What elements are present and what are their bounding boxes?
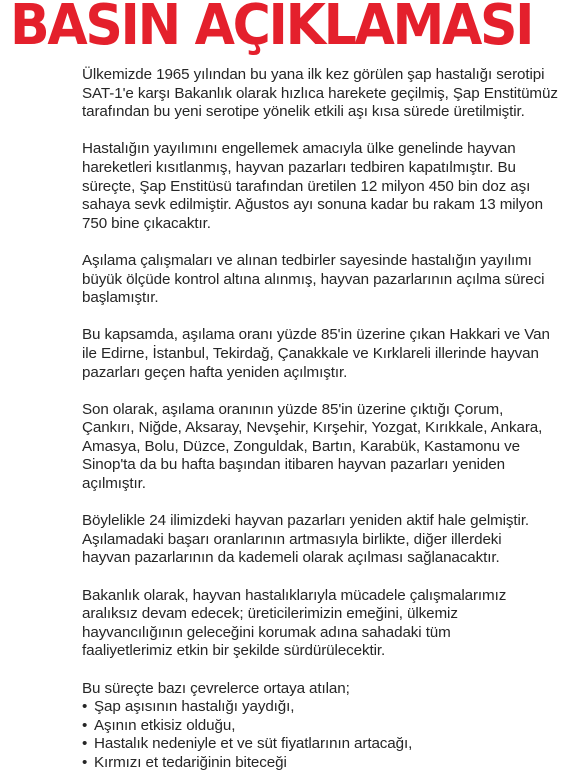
paragraph-list (82, 66, 558, 661)
paragraph-line: Böylelikle 24 ilimizdeki hayvan pazarları yeniden aktif hale gelmiştir. (82, 512, 530, 530)
paragraph-line: başlamıştır. (82, 289, 159, 307)
body-paragraph (82, 140, 552, 233)
closing-section (82, 680, 552, 773)
bullet-icon: • (82, 753, 88, 771)
paragraph-line: hayvancılığının geleceğini korumak adına sahadaki tüm (82, 623, 451, 641)
paragraph-line: sahaya sevk edilmiştir. Ağustos ayı sonuna kadar bu rakam 13 milyon (82, 196, 543, 214)
bullet-icon: • (82, 735, 88, 753)
body-paragraph (82, 587, 552, 661)
page-title: BASIN AÇIKLAMASI (10, 0, 533, 58)
paragraph-line: Amasya, Bolu, Düzce, Zonguldak, Bartın, Karabük, Kastamonu ve (82, 437, 520, 455)
paragraph-line: Bakanlık olarak, hayvan hastalıklarıyla mücadele çalışmalarımız (82, 586, 507, 604)
claim-text: Kırmızı et tedariğinin biteceği (94, 753, 287, 771)
header (0, 0, 567, 58)
claim-bullet-item (82, 698, 552, 717)
claim-bullet-item (82, 754, 552, 773)
body-paragraph (82, 401, 552, 494)
paragraph-line: hayvan pazarlarının da kademeli olarak açılması sağlanacaktır. (82, 549, 500, 567)
paragraph-line: Aşılamadaki başarı oranlarının artmasıyla birlikte, diğer illerdeki (82, 530, 502, 548)
claim-text: Hastalık nedeniyle et ve süt fiyatlarının artacağı, (94, 735, 413, 753)
paragraph-line: 750 bine çıkacaktır. (82, 214, 211, 232)
claims-bullet-list (82, 698, 552, 772)
paragraph-line: faaliyetlerimiz etkin bir şekilde sürdürülecektir. (82, 642, 386, 660)
paragraph-line: Son olarak, aşılama oranının yüzde 85'in üzerine çıktığı Çorum, (82, 400, 504, 418)
body-paragraph (82, 326, 552, 382)
body-paragraph (82, 66, 558, 122)
paragraph-line: pazarları geçen hafta yeniden açılmıştır. (82, 363, 348, 381)
paragraph-line: Ülkemizde 1965 yılından bu yana ilk kez görülen şap hastalığı serotipi (82, 66, 545, 83)
paragraph-line: Bu kapsamda, aşılama oranı yüzde 85'in üzerine çıkan Hakkari ve Van (82, 326, 550, 344)
paragraph-line: tarafından bu yeni serotipe yönelik etkili aşı kısa sürede üretilmiştir. (82, 103, 525, 121)
press-release-body (82, 66, 558, 773)
bullet-icon: • (82, 698, 88, 716)
paragraph-line: Aşılama çalışmaları ve alınan tedbirler sayesinde hastalığın yayılımı (82, 251, 532, 269)
closing-intro: Bu süreçte bazı çevrelerce ortaya atılan; (82, 679, 350, 697)
paragraph-line: Sinop'ta da bu hafta başından itibaren hayvan pazarları yeniden (82, 456, 505, 474)
paragraph-line: SAT-1'e karşı Bakanlık olarak hızlıca harekete geçilmiş, Şap Enstitümüz (82, 84, 558, 102)
paragraph-line: büyük ölçüde kontrol altına alınmış, hayvan pazarlarının açılma süreci (82, 270, 545, 288)
paragraph-line: ile Edirne, İstanbul, Tekirdağ, Çanakkale ve Kırklareli illerinde hayvan (82, 344, 539, 362)
paragraph-line: aralıksız devam edecek; üreticilerimizin emeğini, ülkemiz (82, 605, 458, 623)
paragraph-line: hareketleri kısıtlanmış, hayvan pazarları tedbiren kapatılmıştır. Bu (82, 158, 516, 176)
paragraph-line: Hastalığın yayılımını engellemek amacıyla ülke genelinde hayvan (82, 140, 516, 158)
claim-bullet-item (82, 735, 552, 754)
claim-text: Aşının etkisiz olduğu, (94, 716, 236, 734)
paragraph-line: süreçte, Şap Enstitüsü tarafından üretilen 12 milyon 450 bin doz aşı (82, 177, 531, 195)
paragraph-line: açılmıştır. (82, 475, 146, 493)
body-paragraph (82, 252, 552, 308)
claim-bullet-item (82, 717, 552, 736)
bullet-icon: • (82, 716, 88, 734)
body-paragraph (82, 512, 552, 568)
claim-text: Şap aşısının hastalığı yaydığı, (94, 698, 295, 716)
paragraph-line: Çankırı, Niğde, Aksaray, Nevşehir, Kırşehir, Yozgat, Kırıkkale, Ankara, (82, 419, 543, 437)
